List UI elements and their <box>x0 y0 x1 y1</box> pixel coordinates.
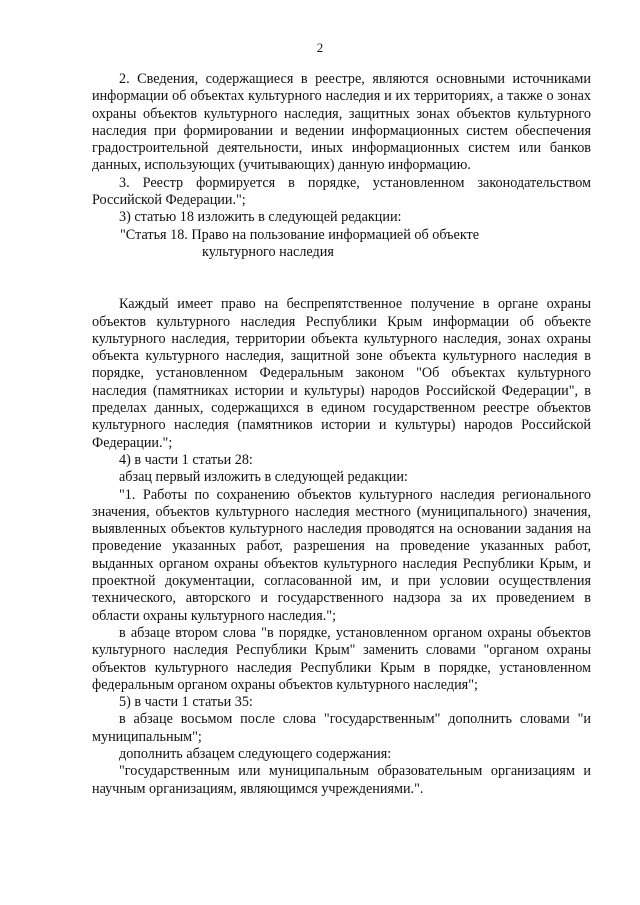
paragraph-article-35-new: "государственным или муниципальным образовательным организациям и научным организациям, являющимся учреждениями.". <box>92 763 591 797</box>
paragraph-article-28-second: в абзаце втором слова "в порядке, установленном органом охраны объектов культурного наследия Республики Крым" заменить словами "органом охраны объектов культурного наследия Республики Крым в порядке, установленном федеральным органом охраны объектов культурного наследия"; <box>92 624 591 693</box>
spacer <box>92 261 591 296</box>
paragraph-registry-info: 2. Сведения, содержащиеся в реестре, являются основными источниками информации об объектах культурного наследия и их территориях, а также о зонах охраны объектов культурного наследия, защитных зонах объектов культурного наследия при формировании и ведении информационных систем обеспечения градостроительной деятельности, иных информационных систем или банков данных, использующих (учитывающих) данную информацию. <box>92 71 591 174</box>
paragraph-article-28-intro: 4) в части 1 статьи 28: <box>119 451 253 468</box>
article-18-title-cont: культурного наследия <box>202 243 334 260</box>
paragraph-article-28-first: абзац первый изложить в следующей редакции: <box>119 469 408 486</box>
paragraph-registry-formation: 3. Реестр формируется в порядке, установленном законодательством Российской Федерации."; <box>92 174 591 209</box>
paragraph-article-35-eighth: в абзаце восьмом после слова "государственным" дополнить словами "и муниципальным"; <box>92 711 591 745</box>
article-18-title: "Статья 18. Право на пользование информацией об объекте <box>120 226 480 243</box>
paragraph-article-35-intro: 5) в части 1 статьи 35: <box>119 694 253 711</box>
paragraph-article-18-intro: 3) статью 18 изложить в следующей редакции: <box>119 209 402 226</box>
paragraph-article-28-text: "1. Работы по сохранению объектов культурного наследия регионального значения, объектов культурного наследия местного (муниципального) значения, выявленных объектов культурного наследия проводятся на основании задания на проведение указанных работ, разрешения на проведение указанных работ, выданных органом охраны объектов культурного наследия Республики Крым, и проектной документации, согласованной им, и при условии осуществления технического, авторского и государственного надзора за их проведением в области охраны культурного наследия."; <box>92 486 591 624</box>
page-number: 2 <box>316 40 324 55</box>
document-body <box>92 71 591 798</box>
paragraph-article-18-body: Каждый имеет право на беспрепятственное получение в органе охраны объектов культурного наследия Республики Крым информации об объекте культурного наследия, территории объекта культурного наследия, зонах охраны объекта культурного наследия, защитной зоне объекта культурного наследия в порядке, установленном Федеральным законом "Об объектах культурного наследия (памятниках истории и культуры) народов Российской Федерации", в пределах данных, содержащихся в едином государственном реестре объектов культурного наследия (памятников истории и культуры) народов Российской Федерации."; <box>92 296 591 451</box>
paragraph-article-35-add: дополнить абзацем следующего содержания: <box>119 745 392 762</box>
